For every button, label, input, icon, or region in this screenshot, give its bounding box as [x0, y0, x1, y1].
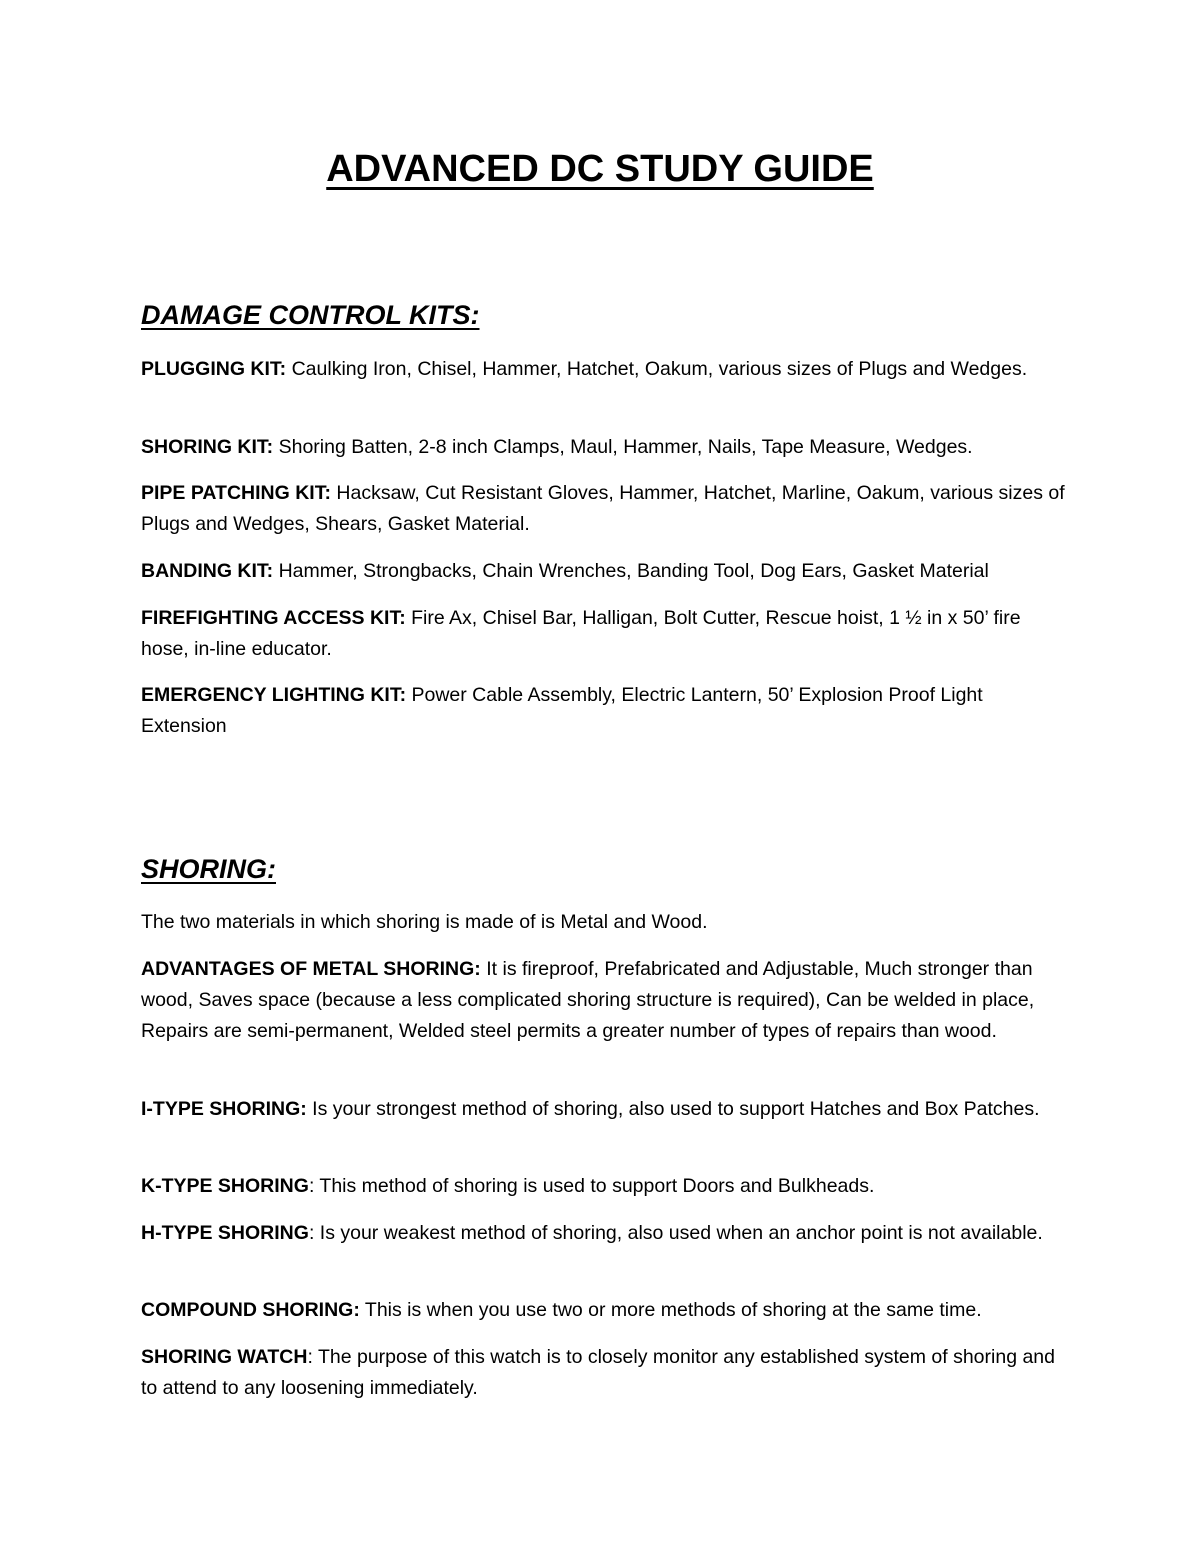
shoring-compound	[141, 1295, 1071, 1326]
shoring-description: : The purpose of this watch is to closely monitor any established system of shoring and to attend to any loosening immediately.	[141, 1346, 1055, 1399]
kit-firefighting-access	[141, 603, 1071, 665]
shoring-i-type	[141, 1094, 1071, 1125]
kit-contents: Power Cable Assembly, Electric Lantern, 50’ Explosion Proof Light Extension	[141, 684, 983, 737]
kit-label: EMERGENCY LIGHTING KIT:	[141, 684, 407, 706]
shoring-metal-advantages	[141, 954, 1071, 1047]
shoring-description: : Is your weakest method of shoring, also used when an anchor point is not available.	[308, 1222, 1043, 1244]
shoring-description: This is when you use two or more methods of shoring at the same time.	[359, 1299, 982, 1321]
shoring-h-type	[141, 1218, 1071, 1249]
kit-label: SHORING KIT:	[141, 436, 274, 458]
kit-label: PLUGGING KIT:	[141, 358, 287, 380]
shoring-label: H-TYPE SHORING	[141, 1222, 309, 1244]
kit-pipe-patching	[141, 478, 1071, 540]
shoring-label: COMPOUND SHORING:	[141, 1299, 360, 1321]
kit-label: FIREFIGHTING ACCESS KIT:	[141, 607, 406, 629]
kit-contents: Hacksaw, Cut Resistant Gloves, Hammer, Hatchet, Marline, Oakum, various sizes of Plugs and Wedges, Shears, Gasket Material.	[141, 482, 1065, 535]
kit-banding	[141, 556, 1071, 587]
kit-contents: Shoring Batten, 2-8 inch Clamps, Maul, Hammer, Nails, Tape Measure, Wedges.	[273, 436, 973, 458]
section-heading-shoring: SHORING:	[141, 854, 276, 884]
shoring-description: It is fireproof, Prefabricated and Adjustable, Much stronger than wood, Saves space (because a less complicated shoring structure is required), Can be welded in place, Repairs are semi-permanent, Welded steel permits a greater number of types of repairs than wood.	[141, 958, 1035, 1042]
shoring-label: K-TYPE SHORING	[141, 1175, 309, 1197]
shoring-label: I-TYPE SHORING:	[141, 1098, 307, 1120]
kit-emergency-lighting	[141, 680, 1071, 742]
kit-shoring	[141, 432, 1071, 463]
shoring-k-type	[141, 1171, 1071, 1202]
document-title: ADVANCED DC STUDY GUIDE	[326, 148, 874, 190]
kit-label: PIPE PATCHING KIT:	[141, 482, 331, 504]
shoring-label: ADVANTAGES OF METAL SHORING:	[141, 958, 481, 980]
kit-label: BANDING KIT:	[141, 560, 274, 582]
section-heading-damage-control-kits: DAMAGE CONTROL KITS:	[141, 300, 480, 330]
kit-plugging	[141, 354, 1071, 385]
shoring-intro: The two materials in which shoring is made of is Metal and Wood.	[141, 911, 708, 933]
kit-contents: Caulking Iron, Chisel, Hammer, Hatchet, Oakum, various sizes of Plugs and Wedges.	[286, 358, 1028, 380]
shoring-label: SHORING WATCH	[141, 1346, 308, 1368]
shoring-description: Is your strongest method of shoring, also used to support Hatches and Box Patches.	[306, 1098, 1040, 1120]
shoring-description: : This method of shoring is used to support Doors and Bulkheads.	[308, 1175, 875, 1197]
kit-contents: Hammer, Strongbacks, Chain Wrenches, Banding Tool, Dog Ears, Gasket Material	[273, 560, 989, 582]
shoring-watch	[141, 1342, 1071, 1404]
kit-contents: Fire Ax, Chisel Bar, Halligan, Bolt Cutter, Rescue hoist, 1 ½ in x 50’ fire hose, in-line educator.	[141, 607, 1021, 660]
